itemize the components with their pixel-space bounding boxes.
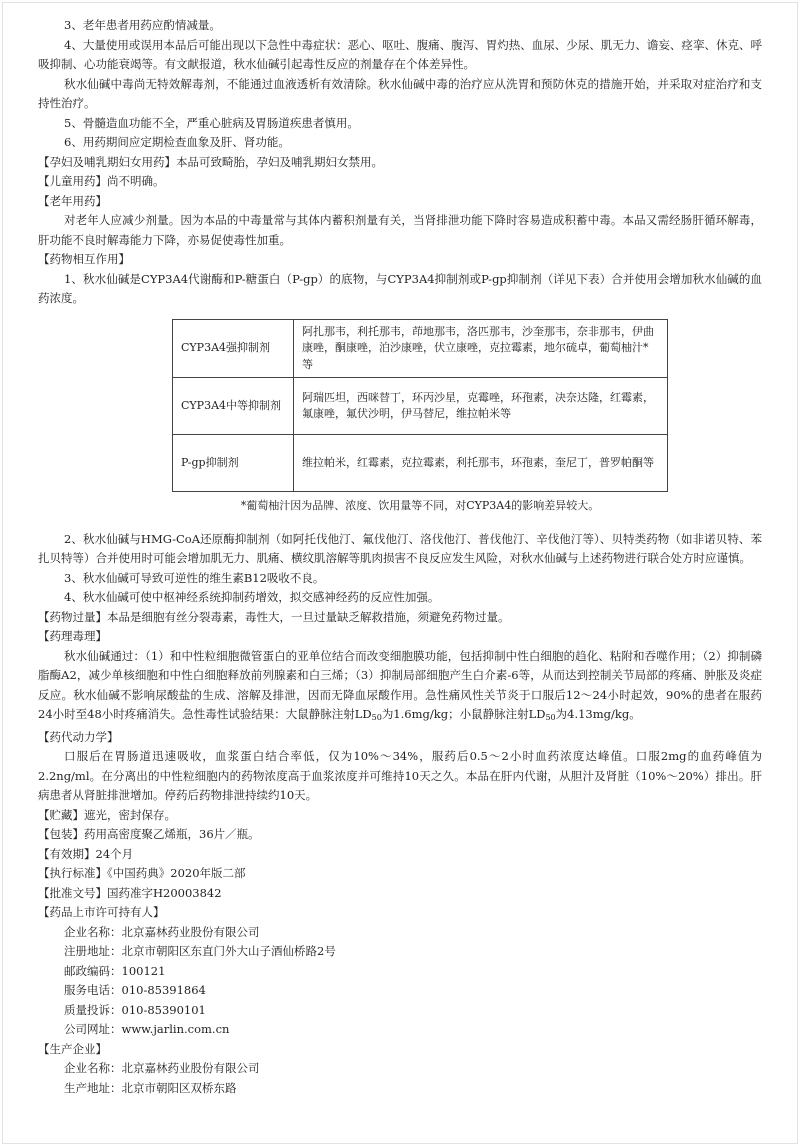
ld50-subscript: 50 bbox=[545, 713, 556, 722]
drug-list-cell: 阿扎那韦，利托那韦，茚地那韦，洛匹那韦，沙奎那韦，奈非那韦，伊曲康唑，酮康唑，泊沙康唑，伏立康唑，克拉霉素，地尔硫卓，葡萄柚汁*等 bbox=[294, 319, 668, 378]
interactions-section bbox=[38, 530, 762, 647]
info-row bbox=[64, 942, 762, 962]
info-label: 邮政编码： bbox=[64, 963, 122, 978]
text-paragraph: 【儿童用药】尚不明确。 bbox=[38, 174, 165, 188]
info-value: 北京市朝阳区东直门外大山子酒仙桥路2号 bbox=[121, 944, 336, 958]
text-paragraph: 3、老年患者用药应酌情减量。 bbox=[64, 18, 221, 32]
ld50-subscript: 50 bbox=[371, 713, 382, 722]
text-paragraph: 【批准文号】国药准字H20003842 bbox=[38, 885, 222, 900]
text-paragraph: 2、秋水仙碱与HMG-CoA还原酶抑制剂（如阿托伐他汀、氟伐他汀、洛伐他汀、普伐他汀、辛伐他汀等）、贝特类药物（如非诺贝特、苯扎贝特等）合并使用时可能会增加肌无力、肌痛、横纹肌溶解等肌肉损害不良反应发生风险，对秋水仙碱与上述药物进行联合处方时应谨慎。 bbox=[38, 531, 762, 565]
interaction-table-block bbox=[172, 319, 668, 516]
text-paragraph: 秋水仙碱中毒尚无特效解毒剂，不能通过血液透析有效清除。秋水仙碱中毒的治疗应从洗胃和预防休克的措施开始，并采取对症治疗和支持性治疗。 bbox=[38, 76, 762, 110]
text-paragraph: 1、秋水仙碱是CYP3A4代谢酶和P-糖蛋白（P-gp）的底物，与CYP3A4抑制剂或P-gp抑制剂（详见下表）合并使用会增加秋水仙碱的血药浓度。 bbox=[38, 271, 762, 305]
pharm-text-3: 为4.13mg/kg。 bbox=[555, 707, 641, 721]
info-label: 质量投诉： bbox=[64, 1002, 122, 1017]
text-paragraph: 6、用药期间应定期检查血象及肝、肾功能。 bbox=[64, 135, 290, 149]
text-paragraph: 【孕妇及哺乳期妇女用药】本品可致畸胎，孕妇及哺乳期妇女禁用。 bbox=[38, 154, 383, 169]
text-paragraph: 4、大量使用或误用本品后可能出现以下急性中毒症状：恶心、呕吐、腹痛、腹泻、胃灼热、血尿、少尿、肌无力、谵妄、痉挛、休克、呼吸抑制、心功能衰竭等。有文献报道，秋水仙碱引起毒性反应的剂量存在个体差异性。 bbox=[38, 37, 762, 71]
info-label: 生产地址： bbox=[64, 1080, 122, 1095]
info-label: 公司网址： bbox=[64, 1022, 122, 1036]
text-paragraph: 对老年人应减少剂量。因为本品的中毒量常与其体内蓄积剂量有关，当肾排泄功能下降时容易造成积蓄中毒。本品又需经肠肝循环解毒，肝功能不良时解毒能力下降，亦易促使毒性加重。 bbox=[38, 213, 762, 247]
info-row bbox=[64, 923, 762, 943]
text-paragraph: 【有效期】24个月 bbox=[38, 846, 134, 861]
info-row bbox=[64, 1079, 762, 1099]
info-label: 企业名称： bbox=[64, 924, 122, 939]
info-label: 注册地址： bbox=[64, 944, 122, 958]
text-paragraph: 5、骨髓造血功能不全，严重心脏病及胃肠道疾患者慎用。 bbox=[64, 115, 359, 130]
info-row bbox=[64, 1059, 762, 1079]
inhibitor-class-cell: CYP3A4强抑制剂 bbox=[173, 319, 294, 378]
info-value: 北京嘉林药业股份有限公司 bbox=[121, 924, 260, 939]
text-paragraph: 【药理毒理】 bbox=[38, 629, 107, 643]
info-label: 企业名称： bbox=[64, 1061, 122, 1075]
pharm-text-2: 为1.6mg/kg；小鼠静脉注射LD bbox=[381, 707, 546, 721]
info-row bbox=[64, 1020, 762, 1040]
precautions-section bbox=[38, 16, 762, 309]
table-row bbox=[173, 319, 668, 378]
text-paragraph: 4、秋水仙碱可使中枢神经系统抑制药增效，拟交感神经药的反应性加强。 bbox=[64, 590, 440, 604]
text-paragraph: 【老年用药】 bbox=[38, 193, 107, 208]
info-label: 服务电话： bbox=[64, 983, 122, 997]
text-paragraph: 【贮藏】遮光，密封保存。 bbox=[38, 807, 176, 822]
text-paragraph: 口服后在胃肠道迅速吸收，血浆蛋白结合率低，仅为10%～34%，服药后0.5～2小时血药浓度达峰值。口服2mg的血药峰值为2.2ng/ml。在分离出的中性粒细胞内的药物浓度高于血浆浓度并可维持10天之久。本品在肝内代谢，从胆汁及肾脏（10%～20%）排出。肝病患者从肾脏排泄增加。停药后药物排泄持续约10天。 bbox=[38, 749, 762, 802]
inhibitor-class-cell: CYP3A4中等抑制剂 bbox=[173, 378, 294, 435]
info-value: www.jarlin.com.cn bbox=[121, 1022, 230, 1036]
info-row bbox=[64, 981, 762, 1001]
text-paragraph: 【包装】药用高密度聚乙烯瓶，36片／瓶。 bbox=[38, 827, 260, 841]
info-value: 100121 bbox=[121, 963, 166, 978]
info-value: 010-85391864 bbox=[121, 983, 206, 997]
drug-list-cell: 阿瑞匹坦，西咪替丁，环丙沙星，克霉唑，环孢素，决奈达隆，红霉素，氟康唑，氟伏沙明，伊马替尼，维拉帕米等 bbox=[294, 378, 668, 435]
info-value: 北京市朝阳区双桥东路 bbox=[121, 1080, 237, 1095]
text-paragraph: 【药代动力学】 bbox=[38, 729, 119, 744]
info-value: 北京嘉林药业股份有限公司 bbox=[121, 1061, 260, 1075]
inhibitor-table bbox=[172, 319, 668, 493]
inhibitor-class-cell: P-gp抑制剂 bbox=[173, 435, 294, 492]
license-holder-info bbox=[64, 923, 762, 1040]
info-row bbox=[64, 962, 762, 982]
table-row bbox=[173, 378, 668, 435]
producer-info bbox=[64, 1059, 762, 1098]
text-paragraph: 【药物过量】本品是细胞有丝分裂毒素，毒性大，一旦过量缺乏解救措施，须避免药物过量。 bbox=[38, 609, 510, 624]
text-paragraph: 【药品上市许可持有人】 bbox=[38, 905, 165, 919]
drug-list-cell: 维拉帕米，红霉素，克拉霉素，利托那韦，环孢素，奎尼丁，普罗帕酮等 bbox=[294, 435, 668, 492]
storage-approval-section bbox=[38, 728, 762, 923]
text-paragraph: 【执行标准】《中国药典》2020年版二部 bbox=[38, 866, 246, 880]
pharmacology-paragraph bbox=[38, 647, 762, 728]
table-row bbox=[173, 435, 668, 492]
info-row bbox=[64, 1001, 762, 1021]
text-paragraph: 【药物相互作用】 bbox=[38, 252, 130, 266]
producer-heading: 【生产企业】 bbox=[38, 1041, 107, 1056]
pharm-text-1: 秋水仙碱通过：（1）和中性粒细胞微管蛋白的亚单位结合而改变细胞膜功能，包括抑制中性白细胞的趋化、粘附和吞噬作用；（2）抑制磷脂酶A2，减少单核细胞和中性白细胞释放前列腺素和白三烯；（3）抑制局部细胞产生白介素-6等，从而达到控制关节局部的疼痛、肿胀及炎症反应。秋水仙碱不影响尿酸盐的生成、溶解及排泄，因而无降血尿酸作用。急性痛风性关节炎于口服后12～24小时起效，90%的患者在服药24小时至48小时疼痛消失。急性毒性试验结果：大鼠静脉注射LD bbox=[38, 648, 762, 721]
text-paragraph: 3、秋水仙碱可导致可逆性的维生素B12吸收不良。 bbox=[64, 570, 325, 585]
info-value: 010-85390101 bbox=[121, 1002, 206, 1017]
table-footnote: *葡萄柚汁因为品牌、浓度、饮用量等不同，对CYP3A4的影响差异较大。 bbox=[240, 499, 600, 512]
